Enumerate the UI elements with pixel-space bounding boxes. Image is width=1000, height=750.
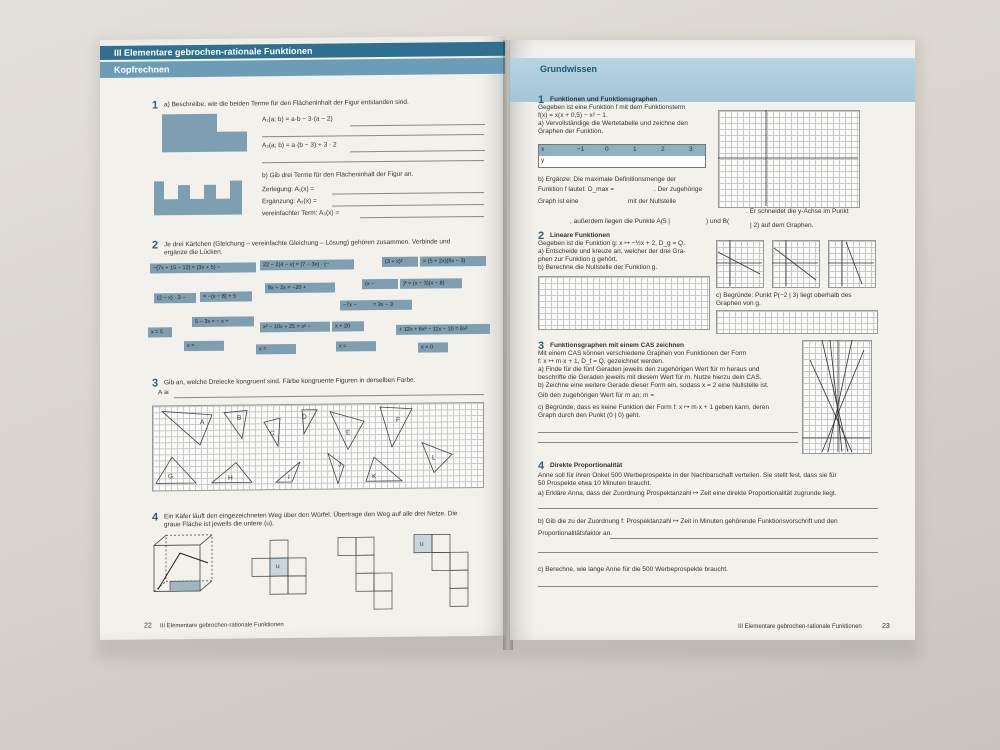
task-line: Anne soll für ihren Onkel 500 Werbeprospekte in der Nachbarschaft verteilen. Sie stellt fest, dass sie für bbox=[538, 472, 837, 479]
cas-graph-lines bbox=[802, 340, 870, 452]
value-table bbox=[538, 144, 706, 168]
equation-card: −7x − bbox=[340, 300, 370, 310]
task-line: Funktion f lautet: D_max = bbox=[538, 186, 615, 193]
triangle-label: B bbox=[237, 414, 242, 422]
equation-card: −(7x + 15 − 12) = (3x + 5) − bbox=[150, 262, 256, 273]
task-line: c) Begründe: Punkt P(−2 | 3) liegt oberhalb des bbox=[716, 292, 852, 299]
section-header: Kopfrechnen bbox=[100, 58, 505, 78]
answer-line bbox=[538, 586, 878, 587]
equation-card: (2 − x) · 3 − bbox=[154, 293, 196, 303]
task-line: Graph durch den Punkt (0 | 0) geht. bbox=[538, 412, 641, 419]
task-line: Gegeben ist die Funktion g: x ↦ −½x + 2, D_g = Q. bbox=[538, 240, 685, 247]
cube-and-nets bbox=[150, 530, 490, 614]
task-number: 2 bbox=[152, 239, 159, 252]
equation-card: = 3x − 3 bbox=[370, 300, 412, 310]
answer-line bbox=[538, 442, 798, 443]
equation-card: )² = (x − 3)(x − 8) bbox=[400, 278, 462, 289]
task-line: . Er schneidet die y-Achse im Punkt bbox=[746, 208, 849, 215]
table-header-cell: 2 bbox=[661, 146, 665, 153]
triangle-label: J bbox=[338, 461, 342, 469]
equation-card: x = 0 bbox=[418, 342, 448, 352]
coordinate-axes bbox=[718, 110, 858, 206]
page-number: 22 bbox=[144, 622, 152, 630]
table-header-cell: 3 bbox=[689, 146, 693, 153]
table-header-cell: 0 bbox=[605, 146, 609, 153]
open-textbook bbox=[100, 40, 915, 650]
task-number: 1 bbox=[538, 94, 545, 106]
task-number: 3 bbox=[152, 377, 159, 390]
task-line: Graphen von g. bbox=[716, 300, 761, 307]
answer-line bbox=[262, 134, 484, 137]
task-text: Je drei Kärtchen (Gleichung – vereinfachte Gleichung – Lösung) gehören zusammen. Verbinde und bbox=[164, 238, 451, 249]
task-line: mit der Nullstelle bbox=[628, 198, 677, 205]
equation-card: = (5 + 2x)(9x − 3) bbox=[420, 256, 486, 267]
comb-figure bbox=[152, 176, 252, 217]
triangle-label: D bbox=[302, 413, 307, 421]
triangle-label: F bbox=[396, 416, 400, 424]
task-number: 4 bbox=[538, 460, 545, 472]
task-line: , außerdem liegen die Punkte A(5 | bbox=[570, 218, 670, 225]
triangle-label: K bbox=[372, 473, 377, 481]
term-b1: Zerlegung: A₁(x) = bbox=[262, 185, 315, 194]
left-page bbox=[100, 36, 505, 640]
equation-card: x² − 10x + 25 = x² − bbox=[260, 322, 330, 333]
answer-line bbox=[350, 150, 485, 152]
task-line: . Der zugehörige bbox=[654, 186, 703, 193]
answer-line bbox=[610, 538, 878, 539]
task-line: ) und B( bbox=[706, 218, 730, 225]
task-line: b) Ergänze: Die maximale Definitionsmenge der bbox=[538, 176, 677, 183]
task-line: b) Gib die zu der Zuordnung f: Prospektanzahl ↦ Zeit in Minuten gehörende Funktionsvorschrift und den bbox=[538, 518, 838, 525]
task-text: Ein Käfer läuft den eingezeichneten Weg über den Würfel. Übertrage den Weg auf alle drei Netze. Die bbox=[164, 510, 458, 521]
page-number: 23 bbox=[882, 623, 890, 630]
answer-start: A ≅ bbox=[158, 389, 170, 397]
task-line: a) Erkläre Anna, dass der Zuordnung Prospektanzahl ↦ Zeit eine direkte Proportionalität zugrunde liegt. bbox=[538, 490, 837, 497]
task-line: 50 Prospekte etwa 10 Minuten braucht. bbox=[538, 480, 652, 487]
task-line: b) Berechne die Nullstelle der Funktion g. bbox=[538, 264, 658, 271]
work-grid bbox=[538, 276, 710, 330]
page-footer-text: III Elementare gebrochen-rationale Funktionen bbox=[738, 624, 862, 630]
equation-card: + 12x + 6x² − 11x − 10 = 6x² bbox=[396, 324, 490, 335]
task-title: Direkte Proportionalität bbox=[550, 462, 623, 469]
triangle-label: I bbox=[288, 474, 290, 482]
answer-line bbox=[174, 394, 484, 398]
task-text-b: b) Gib drei Terme für den Flächeninhalt der Figur an. bbox=[262, 170, 414, 180]
page-footer-text: III Elementare gebrochen-rationale Funktionen bbox=[160, 622, 284, 630]
equation-card: x = 5 bbox=[148, 327, 172, 337]
task-number: 3 bbox=[538, 340, 545, 352]
answer-line bbox=[360, 216, 484, 218]
triangle-label: G bbox=[168, 473, 174, 481]
table-row-label: y bbox=[541, 157, 545, 164]
term-a2: A₂(a; b) = a·(b − 3) + 3 · 2 bbox=[262, 141, 337, 150]
triangle-label: C bbox=[270, 430, 275, 438]
task-number: 2 bbox=[538, 230, 545, 242]
task-text: a) Beschreibe, wie die beiden Terme für den Flächeninhalt der Figur entstanden sind. bbox=[164, 98, 409, 109]
right-page bbox=[510, 40, 915, 640]
equation-card: 5 − 3x = − x + bbox=[192, 316, 254, 327]
triangle-label: H bbox=[228, 474, 233, 482]
equation-card: (x − bbox=[362, 279, 398, 289]
equation-card: 22 − 2(4 − x) = (7 − 3x) · (− bbox=[260, 259, 354, 270]
net-label: u bbox=[276, 563, 280, 571]
task-line: a) Vervollständige die Wertetabelle und zeichne den bbox=[538, 120, 688, 127]
task-text-2: ergänze die Lücken. bbox=[164, 248, 223, 257]
triangles bbox=[152, 402, 482, 489]
term-a1: A₁(a; b) = a·b − 3·(a − 2) bbox=[262, 115, 333, 124]
triangle-label: A bbox=[200, 418, 205, 426]
task-line: Proportionalitätsfaktor an. bbox=[538, 530, 613, 537]
task-line: beschrifte die Geraden jeweils mit diesem Wert für m. Nutze hierzu dein CAS. bbox=[538, 374, 762, 381]
section-header: Grundwissen bbox=[540, 64, 598, 74]
task-title: Lineare Funktionen bbox=[550, 232, 610, 239]
equation-card: = −(x − 8) + 5 bbox=[200, 291, 252, 302]
triangle-label: L bbox=[432, 454, 436, 462]
task-text-2: graue Fläche ist jeweils die untere (u). bbox=[164, 520, 274, 529]
task-title: Funktionen und Funktionsgraphen bbox=[550, 96, 658, 103]
task-number: 4 bbox=[152, 511, 159, 524]
table-header-cell: −1 bbox=[577, 146, 585, 153]
work-grid bbox=[716, 310, 878, 334]
chapter-header: III Elementare gebrochen-rationale Funktionen bbox=[100, 42, 505, 60]
task-line: Graph ist eine bbox=[538, 198, 579, 205]
task-line: c) Berechne, wie lange Anne für die 500 Werbeprospekte braucht. bbox=[538, 566, 728, 573]
task-line: Mit einem CAS können verschiedene Graphen von Funktionen der Form bbox=[538, 350, 747, 357]
task-line: Gib den zugehörigen Wert für m an: m = bbox=[538, 392, 655, 399]
answer-line bbox=[262, 160, 484, 163]
net-label: u bbox=[420, 540, 424, 548]
task-line: a) Finde für die fünf Geraden jeweils den zugehörigen Wert für m heraus und bbox=[538, 366, 760, 373]
term-b3: vereinfachter Term: A₃(x) = bbox=[262, 209, 340, 218]
table-header-x: x bbox=[541, 146, 545, 153]
answer-line bbox=[332, 192, 484, 195]
task-line: | 2) auf dem Graphen. bbox=[750, 222, 814, 229]
task-line: Graphen der Funktion. bbox=[538, 128, 604, 135]
answer-line bbox=[350, 124, 485, 126]
triangle-label: E bbox=[346, 429, 351, 437]
task-line: a) Entscheide und kreuze an, welcher der drei Gra- bbox=[538, 248, 686, 255]
answer-line bbox=[538, 552, 878, 553]
task-text: Gib an, welche Dreiecke kongruent sind. Färbe kongruente Figuren in derselben Farbe. bbox=[164, 376, 416, 387]
task-line: Gegeben ist eine Funktion f mit dem Funktionsterm bbox=[538, 104, 686, 111]
equation-card: x + 20 bbox=[332, 321, 364, 331]
answer-line bbox=[538, 432, 798, 433]
task-number: 1 bbox=[152, 99, 159, 112]
table-header-cell: 1 bbox=[633, 146, 637, 153]
task-line: b) Zeichne eine weitere Gerade dieser Form ein, sodass x = 2 eine Nullstelle ist. bbox=[538, 382, 769, 389]
task-line: phen zur Funktion g gehört. bbox=[538, 256, 618, 263]
task-title: Funktionsgraphen mit einem CAS zeichnen bbox=[550, 342, 684, 349]
equation-card: x = bbox=[336, 341, 376, 351]
graph-lines bbox=[716, 240, 876, 286]
equation-card: 9x + 2x = −20 + bbox=[265, 283, 335, 294]
figure-area-shape-part bbox=[217, 131, 247, 151]
task-line: f(x) = x(x + 0,5) − x² − 1. bbox=[538, 112, 608, 119]
figure-area-shape bbox=[162, 114, 217, 153]
answer-line bbox=[538, 508, 878, 509]
equation-card: x = bbox=[184, 341, 224, 351]
task-line: f: x ↦ m·x + 1, D_f = Q, gezeichnet werden. bbox=[538, 358, 664, 365]
answer-line bbox=[332, 204, 484, 207]
task-line: c) Begründe, dass es keine Funktion der Form f: x ↦ m·x + 1 geben kann, deren bbox=[538, 404, 770, 411]
equation-card: (3 + x)² · bbox=[382, 257, 418, 267]
term-b2: Ergänzung: A₂(x) = bbox=[262, 197, 317, 206]
equation-card: x = bbox=[256, 344, 296, 354]
